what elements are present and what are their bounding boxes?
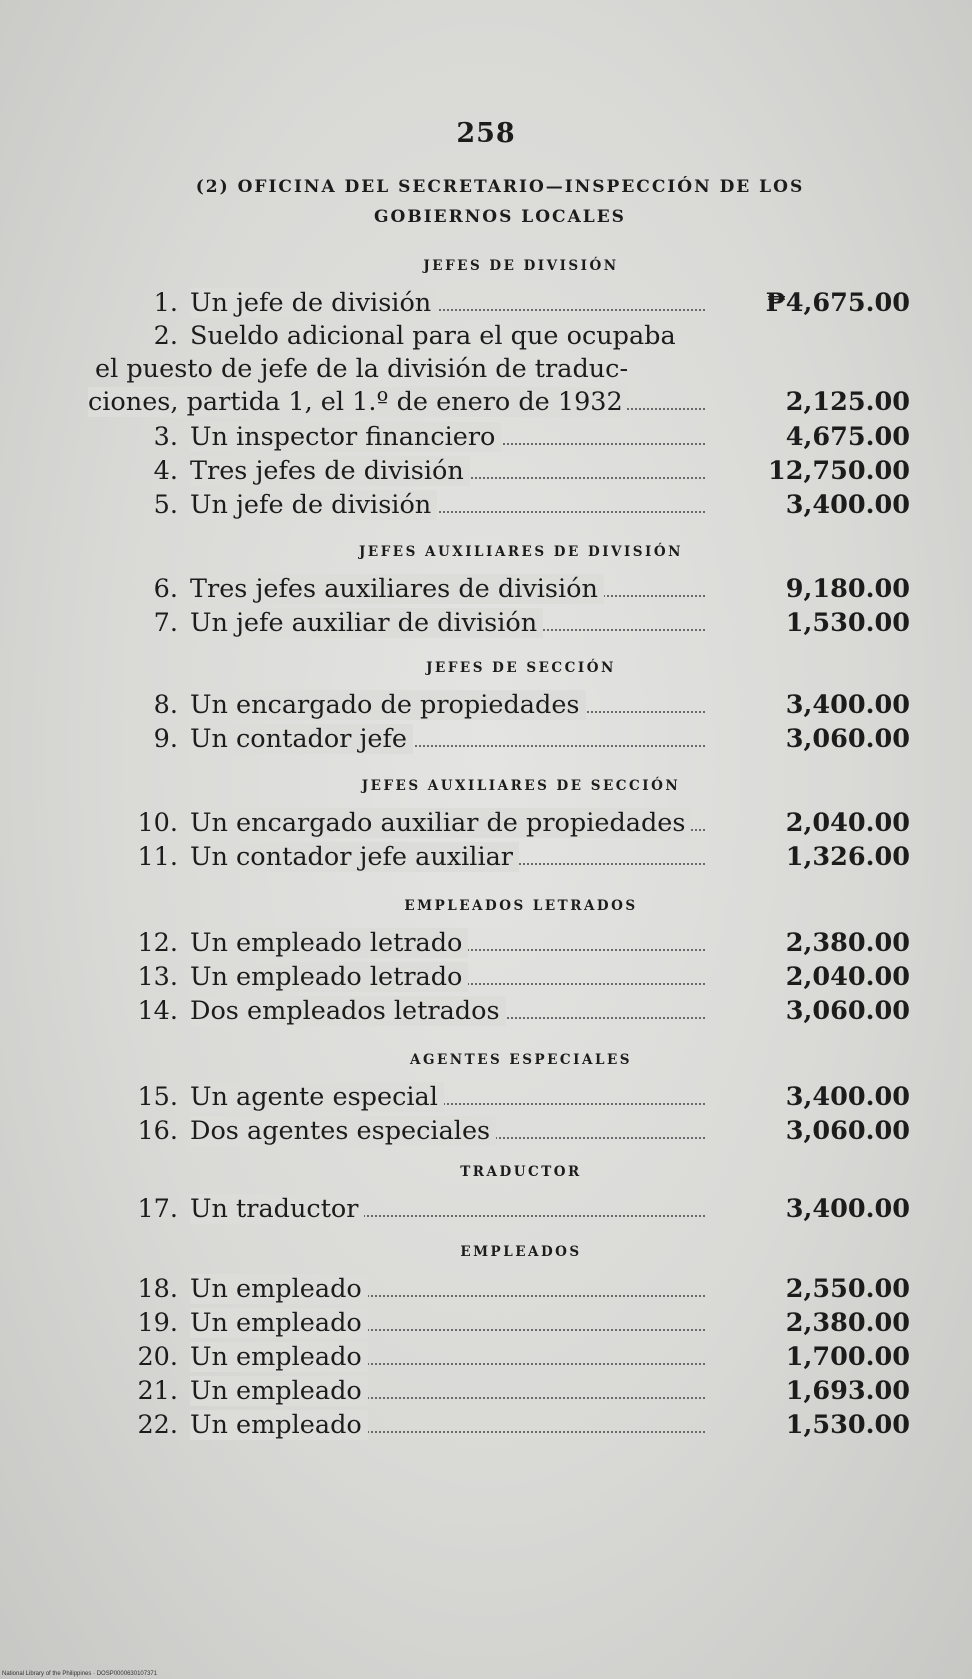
- item-label: [190, 1080, 705, 1114]
- item-amount: 2,040.00: [785, 808, 910, 838]
- item-label-text: Un inspector financiero: [190, 422, 501, 452]
- item-number: 6.: [153, 574, 178, 604]
- section-heading: JEFES DE SECCIÓN: [426, 660, 616, 676]
- paragraph-line-3: [0, 386, 972, 420]
- item-amount: 2,040.00: [785, 962, 910, 992]
- item-label: [190, 572, 705, 606]
- budget-row: [0, 688, 972, 722]
- item-number: 18.: [137, 1274, 178, 1304]
- item-number: 5.: [153, 490, 178, 520]
- item-label: [190, 840, 705, 874]
- section-heading: JEFES DE DIVISIÓN: [423, 258, 619, 274]
- item-number: 4.: [153, 456, 178, 486]
- item-label: [190, 1306, 705, 1340]
- budget-row: [0, 1408, 972, 1442]
- item-number: 11.: [137, 842, 178, 872]
- item-amount: 1,700.00: [785, 1342, 910, 1372]
- item-label: [190, 1114, 705, 1148]
- item-label: [190, 1408, 705, 1442]
- budget-row: [0, 1114, 972, 1148]
- budget-row: [0, 1374, 972, 1408]
- item-number: 12.: [137, 928, 178, 958]
- section-heading: EMPLEADOS LETRADOS: [404, 898, 638, 914]
- item-amount: 1,530.00: [785, 1410, 910, 1440]
- section-heading: JEFES AUXILIARES DE DIVISIÓN: [359, 544, 683, 560]
- title-line-1: (2) OFICINA DEL SECRETARIO—INSPECCIÓN DE LOS: [195, 177, 805, 197]
- item-amount: 12,750.00: [768, 456, 910, 486]
- item-amount: 3,400.00: [785, 690, 910, 720]
- item-number: 8.: [153, 690, 178, 720]
- section-heading: JEFES AUXILIARES DE SECCIÓN: [361, 778, 681, 794]
- item-number: 9.: [153, 724, 178, 754]
- item-label: [190, 286, 705, 320]
- multi-line-item: [0, 320, 972, 420]
- budget-row: [0, 572, 972, 606]
- item-label-text: Un empleado: [190, 1274, 368, 1304]
- item-number: 7.: [153, 608, 178, 638]
- item-amount: 3,060.00: [785, 1116, 910, 1146]
- budget-list: [0, 258, 972, 1442]
- item-label-text: Dos empleados letrados: [190, 996, 506, 1026]
- item-label: [190, 722, 705, 756]
- item-amount: 1,693.00: [785, 1376, 910, 1406]
- item-number: 20.: [137, 1342, 178, 1372]
- budget-row: [0, 420, 972, 454]
- item-label-text: Un contador jefe: [190, 724, 413, 754]
- paragraph-text-3: ciones, partida 1, el 1.º de enero de 1932: [88, 387, 627, 417]
- item-amount: 3,060.00: [785, 996, 910, 1026]
- budget-row: [0, 1192, 972, 1226]
- item-label-text: Un jefe de división: [190, 490, 437, 520]
- item-amount: 1,530.00: [785, 608, 910, 638]
- item-number: 16.: [137, 1116, 178, 1146]
- item-label: [190, 1374, 705, 1408]
- budget-row: [0, 926, 972, 960]
- item-label: [190, 454, 705, 488]
- item-amount: 2,380.00: [785, 928, 910, 958]
- item-label: [190, 688, 705, 722]
- item-label-text: Dos agentes especiales: [190, 1116, 496, 1146]
- budget-row: [0, 454, 972, 488]
- footer-credit: National Library of the Philippines · DOSP0000630107371: [2, 1671, 158, 1677]
- budget-row: [0, 1080, 972, 1114]
- item-number: 15.: [137, 1082, 178, 1112]
- item-label: [190, 926, 705, 960]
- section-heading: EMPLEADOS: [460, 1244, 582, 1260]
- budget-row: [0, 722, 972, 756]
- item-amount: 3,400.00: [785, 490, 910, 520]
- item-amount: 3,400.00: [785, 1082, 910, 1112]
- item-number: 14.: [137, 996, 178, 1026]
- paragraph-line-1: [0, 320, 972, 353]
- item-number: 17.: [137, 1194, 178, 1224]
- item-label-text: Tres jefes de división: [190, 456, 470, 486]
- item-number: 13.: [137, 962, 178, 992]
- item-amount: 9,180.00: [785, 574, 910, 604]
- budget-row: [0, 806, 972, 840]
- item-label: [190, 1192, 705, 1226]
- section-heading: TRADUCTOR: [460, 1164, 582, 1180]
- budget-row: [0, 1272, 972, 1306]
- budget-row: [0, 606, 972, 640]
- item-number: 22.: [137, 1410, 178, 1440]
- item-amount: ₱4,675.00: [765, 288, 910, 318]
- item-amount: 2,125.00: [785, 387, 910, 417]
- page-number: 258: [456, 118, 516, 149]
- budget-row: [0, 840, 972, 874]
- budget-row: [0, 488, 972, 522]
- paragraph-line-2: el puesto de jefe de la división de traduc-: [95, 354, 629, 384]
- item-label-text: Un jefe de división: [190, 288, 437, 318]
- item-amount: 2,550.00: [785, 1274, 910, 1304]
- budget-row: [0, 286, 972, 320]
- item-label-text: Un jefe auxiliar de división: [190, 608, 543, 638]
- item-amount: 1,326.00: [785, 842, 910, 872]
- paragraph-text-1: Sueldo adicional para el que ocupaba: [190, 321, 676, 351]
- item-label-text: Un empleado: [190, 1308, 368, 1338]
- item-label: [88, 386, 705, 419]
- item-amount: 4,675.00: [785, 422, 910, 452]
- item-label-text: Un agente especial: [190, 1082, 444, 1112]
- item-amount: 2,380.00: [785, 1308, 910, 1338]
- item-label-text: Un encargado de propiedades: [190, 690, 586, 720]
- item-label: [190, 420, 705, 454]
- budget-row: [0, 1306, 972, 1340]
- item-label-text: Un empleado: [190, 1410, 368, 1440]
- item-label-text: Un empleado letrado: [190, 962, 468, 992]
- item-number: 10.: [137, 808, 178, 838]
- item-label-text: Un empleado: [190, 1342, 368, 1372]
- item-amount: 3,400.00: [785, 1194, 910, 1224]
- item-label: [190, 1340, 705, 1374]
- item-number: 2.: [153, 321, 178, 351]
- budget-row: [0, 994, 972, 1028]
- item-label: [190, 606, 705, 640]
- page-title: [120, 172, 880, 232]
- item-amount: 3,060.00: [785, 724, 910, 754]
- item-label: [190, 806, 705, 840]
- budget-row: [0, 960, 972, 994]
- item-label-text: Un contador jefe auxiliar: [190, 842, 519, 872]
- item-label-text: Un traductor: [190, 1194, 364, 1224]
- item-label: [190, 488, 705, 522]
- item-number: 19.: [137, 1308, 178, 1338]
- item-label-text: Tres jefes auxiliares de división: [190, 574, 604, 604]
- budget-row: [0, 1340, 972, 1374]
- item-label-text: Un encargado auxiliar de propiedades: [190, 808, 691, 838]
- item-number: 21.: [137, 1376, 178, 1406]
- section-heading: AGENTES ESPECIALES: [410, 1052, 632, 1068]
- item-label-text: Un empleado: [190, 1376, 368, 1406]
- item-label: [190, 960, 705, 994]
- item-number: 1.: [153, 288, 178, 318]
- item-label: [190, 994, 705, 1028]
- item-label: [190, 1272, 705, 1306]
- item-label-text: Un empleado letrado: [190, 928, 468, 958]
- title-line-2: GOBIERNOS LOCALES: [374, 207, 626, 227]
- item-number: 3.: [153, 422, 178, 452]
